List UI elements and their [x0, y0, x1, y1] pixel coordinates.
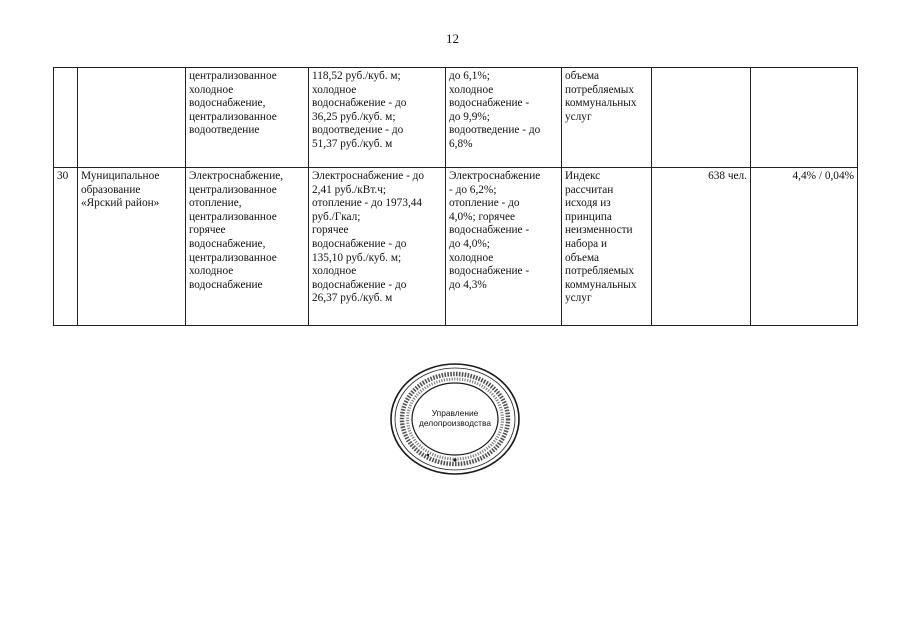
cell-text-line: 4,0%; горячее: [449, 210, 516, 223]
cell-text-line: набора и: [565, 237, 607, 250]
cell-text-line: неизменности: [565, 224, 633, 237]
cell-text-line: рассчитан: [565, 183, 614, 196]
note-cell: [562, 68, 652, 168]
cell-text-line: водоснабжение,: [189, 237, 266, 250]
cell-text-line: 26,37 руб./куб. м: [312, 292, 393, 305]
official-seal-stamp: [386, 360, 524, 478]
cell-text-line: холодное: [449, 83, 494, 96]
table-row-30: [54, 168, 858, 326]
growth-cell: [446, 168, 562, 326]
cell-text-line: объема: [565, 251, 600, 264]
tariffs-cell: [309, 68, 446, 168]
population-cell: [652, 68, 751, 168]
cell-text-line: Индекс: [565, 170, 601, 182]
cell-text-line: водоснабжение - до: [312, 97, 407, 110]
cell-text-line: коммунальных: [565, 97, 637, 110]
cell-text-line: централизованное: [189, 70, 277, 82]
stamp-text-line-1: Управление: [431, 408, 479, 418]
cell-text-line: до 4,0%;: [449, 237, 490, 250]
cell-text-line: потребляемых: [565, 83, 634, 96]
cell-text-line: - до 6,2%;: [449, 183, 497, 196]
cell-text-line: Электроснабжение,: [189, 170, 284, 182]
tariff-table: [53, 67, 858, 326]
cell-text-line: водоотведение: [189, 124, 260, 137]
cell-text-line: 36,25 руб./куб. м;: [312, 110, 396, 123]
cell-text-line: руб./Гкал;: [312, 210, 361, 223]
cell-text-line: холодное: [312, 265, 357, 278]
cell-text-line: 2,41 руб./кВт.ч;: [312, 183, 387, 196]
cell-text-line: 51,37 руб./куб. м: [312, 137, 393, 150]
cell-text-line: централизованное: [189, 183, 277, 196]
cell-text-line: до 4,3%: [449, 278, 487, 291]
cell-text-line: коммунальных: [565, 278, 637, 291]
cell-text-line: холодное: [189, 83, 234, 96]
cell-text-line: водоснабжение - до: [312, 278, 407, 291]
row-number: 30: [54, 168, 78, 326]
table-row-continued: [54, 68, 858, 168]
growth-cell: [446, 68, 562, 168]
services-cell: [186, 68, 309, 168]
cell-text-line: 135,10 руб./куб. м;: [312, 251, 402, 264]
cell-text-line: «Ярский район»: [81, 197, 160, 210]
cell-text-line: водоснабжение -: [449, 265, 530, 278]
cell-text-line: горячее: [312, 224, 349, 237]
cell-text-line: Электроснабжение - до: [312, 170, 425, 182]
population-cell: 638 чел.: [652, 168, 751, 326]
cell-text-line: централизованное: [189, 210, 277, 223]
cell-text-line: холодное: [312, 83, 357, 96]
cell-text-line: водоснабжение - до: [312, 237, 407, 250]
cell-text-line: водоотведение - до: [312, 124, 404, 137]
cell-text-line: услуг: [565, 292, 592, 305]
services-cell: [186, 168, 309, 326]
cell-text-line: водоснабжение,: [189, 97, 266, 110]
cell-text-line: отопление - до 1973,44: [312, 197, 423, 210]
share-cell: [751, 68, 858, 168]
cell-text-line: Электроснабжение: [449, 170, 541, 182]
cell-text-line: водоснабжение -: [449, 97, 530, 110]
cell-text-line: горячее: [189, 224, 226, 237]
cell-text-line: централизованное: [189, 251, 277, 264]
municipality-cell: [78, 168, 186, 326]
cell-text-line: отопление - до: [449, 197, 520, 210]
cell-text-line: водоснабжение -: [449, 224, 530, 237]
page-number: 12: [446, 31, 459, 46]
cell-text-line: до 9,9%;: [449, 110, 490, 123]
cell-text-line: 6,8%: [449, 137, 473, 150]
cell-text-line: до 6,1%;: [449, 70, 490, 82]
cell-text-line: централизованное: [189, 110, 277, 123]
cell-text-line: услуг: [565, 110, 592, 123]
stamp-text-line-2: делопроизводства: [418, 418, 492, 428]
cell-text-line: водоотведение - до: [449, 124, 541, 137]
tariffs-cell: [309, 168, 446, 326]
municipality-cell: [78, 68, 186, 168]
cell-text-line: потребляемых: [565, 265, 634, 278]
cell-text-line: отопление,: [189, 197, 242, 210]
cell-text-line: холодное: [189, 265, 234, 278]
cell-text-line: холодное: [449, 251, 494, 264]
cell-text-line: Муниципальное: [81, 170, 160, 182]
cell-text-line: образование: [81, 183, 141, 196]
cell-text-line: 118,52 руб./куб. м;: [312, 70, 401, 82]
note-cell: [562, 168, 652, 326]
cell-text-line: объема: [565, 70, 600, 82]
share-cell: 4,4% / 0,04%: [751, 168, 858, 326]
row-number: [54, 68, 78, 168]
cell-text-line: водоснабжение: [189, 278, 263, 291]
cell-text-line: принципа: [565, 210, 612, 223]
cell-text-line: исходя из: [565, 197, 611, 210]
